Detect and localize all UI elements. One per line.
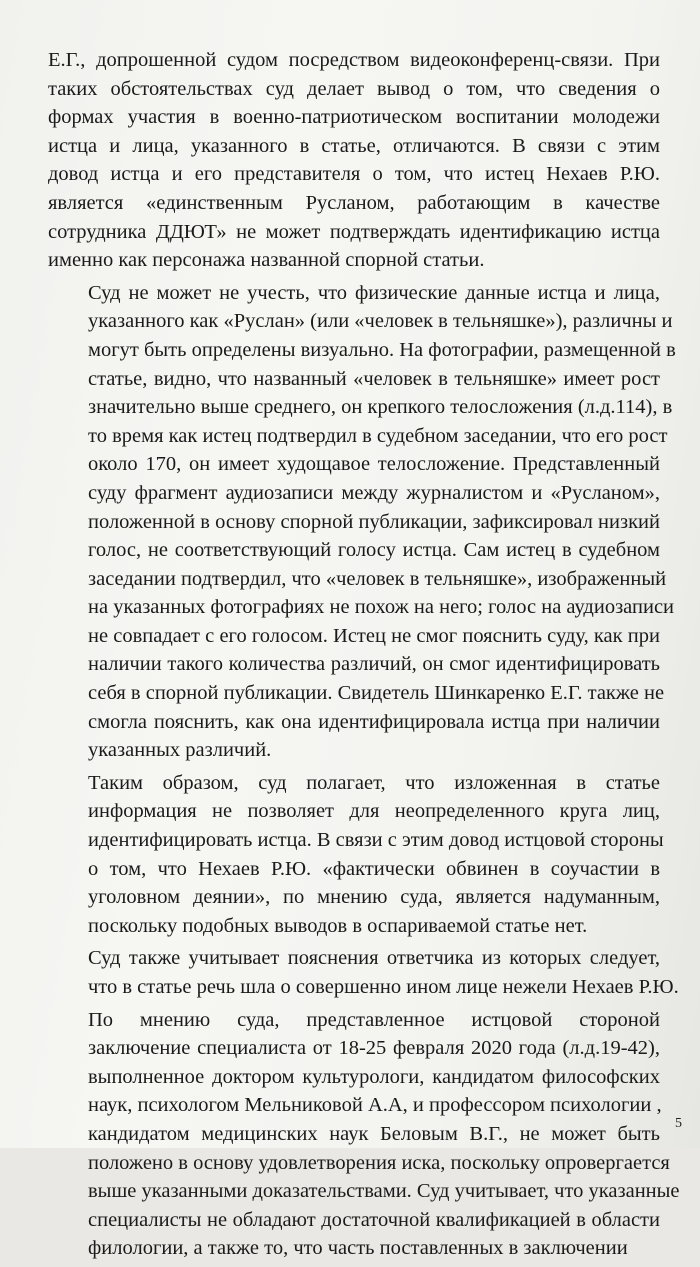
text-line: уголовном деянии», по мнению суда, является надуманным,	[88, 886, 660, 909]
text-line: специалисты не обладают достаточной квалификацией в области	[88, 1208, 660, 1231]
text-line: указанного как «Руслан» (или «человек в тельняшке»), различны и	[88, 310, 673, 333]
text-line: сотрудника ДДЮТ» не может подтверждать идентификацию истца	[48, 220, 660, 243]
paragraph	[48, 46, 660, 275]
paragraph	[48, 279, 676, 765]
text-line: выше указанными доказательствами. Суд учитывает, что указанные	[88, 1180, 680, 1203]
text-line: идентифицировать истца. В связи с этим довод истцовой стороны	[88, 829, 664, 852]
text-line: суду фрагмент аудиозаписи между журналистом и «Русланом»,	[88, 481, 660, 504]
text-line: таких обстоятельствах суд делает вывод о том, что сведения о	[48, 77, 660, 100]
text-line: поскольку подобных выводов в оспариваемой статье нет.	[88, 914, 588, 937]
text-line: заседании подтвердил, что «человек в тельняшке», изображенный	[88, 567, 667, 590]
text-line: указанных различий.	[88, 739, 272, 762]
text-line: наук, психологом Мельниковой А.А, и профессором психологии ,	[88, 1094, 662, 1117]
text-line: Суд не может не учесть, что физические данные истца и лица,	[88, 281, 660, 304]
text-line: Таким образом, суд полагает, что изложенная в статье	[88, 771, 660, 794]
text-line: значительно выше среднего, он крепкого телосложения (л.д.114), в	[88, 396, 673, 419]
paragraph	[48, 944, 679, 1001]
paragraph	[48, 1006, 680, 1263]
text-line: о том, что Нехаев Р.Ю. «фактически обвинен в соучастии в	[88, 857, 660, 880]
text-line: именно как персонажа названной спорной статьи.	[48, 249, 485, 272]
text-line: смогла пояснить, как она идентифицировала истца при наличии	[88, 710, 660, 733]
text-line: что в статье речь шла о совершенно ином лице нежели Нехаев Р.Ю.	[88, 976, 679, 998]
text-line: около 170, он имеет худощавое телосложение. Представленный	[88, 453, 660, 476]
text-line: положенной в основу спорной публикации, зафиксировал низкий	[88, 510, 660, 533]
text-line: голос, не соответствующий голосу истца. Сам истец в судебном	[88, 539, 660, 562]
text-line: могут быть определены визуально. На фотографии, размещенной в	[88, 338, 676, 361]
text-line: то время как истец подтвердил в судебном заседании, что его рост	[88, 424, 668, 447]
text-line: наличии такого количества различий, он смог идентифицировать	[88, 653, 660, 676]
text-line: истца и лица, указанного в статье, отличаются. В связи с этим	[48, 134, 660, 157]
text-line: формах участия в военно-патриотическом воспитании молодежи	[48, 106, 660, 129]
text-line: заключение специалиста от 18-25 февраля 2020 года (л.д.19-42),	[88, 1037, 660, 1060]
text-line: выполненное доктором культурологи, кандидатом философских	[88, 1065, 660, 1088]
text-line: По мнению суда, представленное истцовой стороной	[88, 1008, 660, 1031]
text-line: Суд также учитывает пояснения ответчика из которых следует,	[88, 947, 660, 970]
text-line: не совпадает с его голосом. Истец не смог пояснить суду, как при	[88, 624, 660, 647]
text-line: является «единственным Русланом, работающим в качестве	[48, 191, 660, 214]
page-number: 5	[675, 1116, 682, 1131]
text-line: на указанных фотографиях не похож на него; голос на аудиозаписи	[88, 596, 675, 619]
text-line: довод истца и его представителя о том, что истец Нехаев Р.Ю.	[48, 163, 660, 186]
text-line: филологии, а также то, что часть поставленных в заключении	[88, 1237, 628, 1260]
text-line: информация не позволяет для неопределенного круга лиц,	[88, 800, 660, 823]
text-line: кандидатом медицинских наук Беловым В.Г., не может быть	[88, 1122, 660, 1145]
text-line: Е.Г., допрошенной судом посредством видеоконференц-связи. При	[48, 49, 660, 71]
paragraph	[48, 769, 664, 941]
text-line: себя в спорной публикации. Свидетель Шинкаренко Е.Г. также не	[88, 682, 665, 705]
text-line: статье, видно, что названный «человек в тельняшке» имеет рост	[88, 367, 660, 390]
text-line: положено в основу удовлетворения иска, поскольку опровергается	[88, 1151, 670, 1174]
document-body	[48, 46, 680, 1267]
